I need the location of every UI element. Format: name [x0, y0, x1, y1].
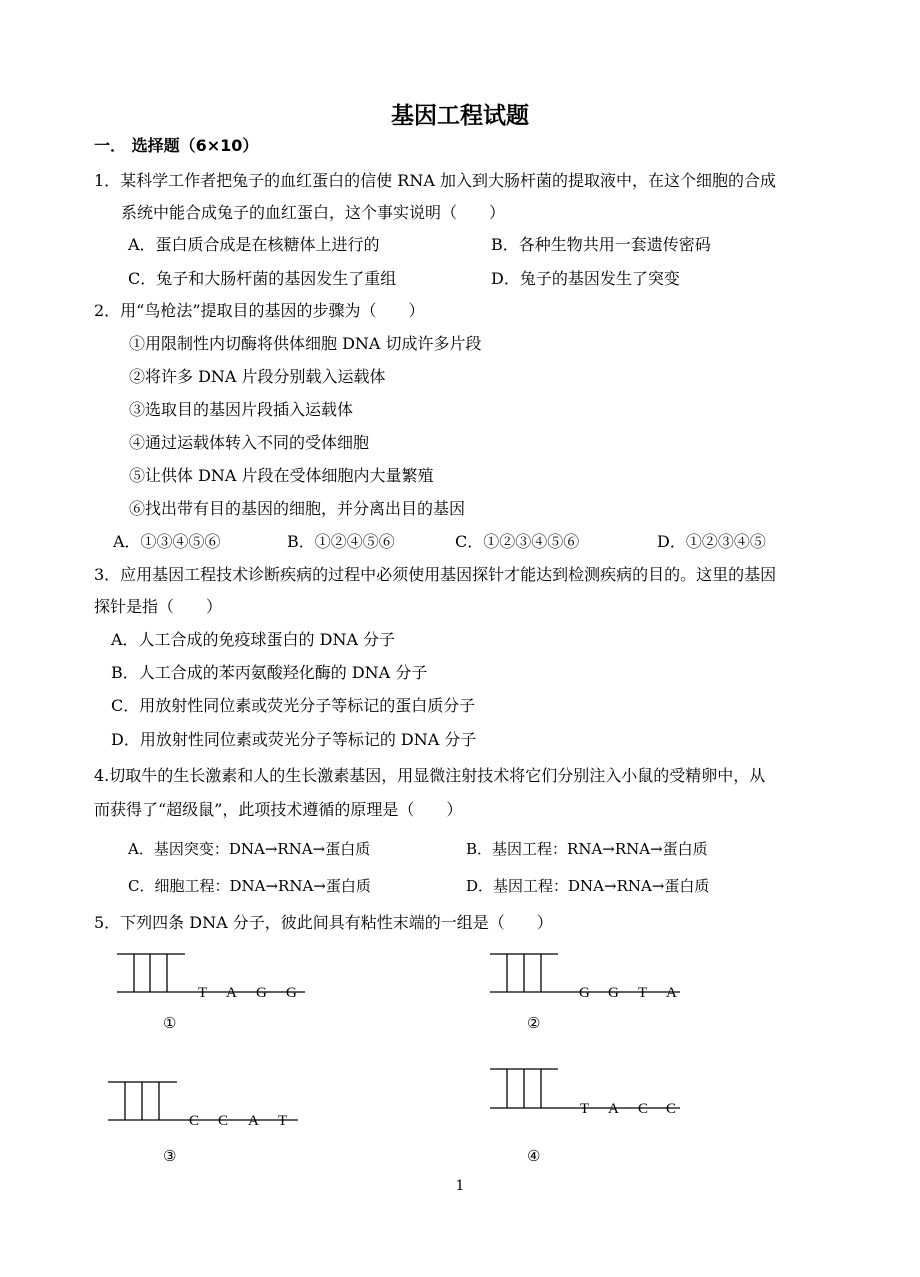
page-number: 1 — [455, 1178, 465, 1194]
base: A — [248, 1113, 259, 1129]
question-1-option-d: D．兔子的基因发生了突变 — [491, 269, 680, 288]
base: A — [226, 985, 237, 1001]
question-3-text-cont: 探针是指（ ） — [94, 597, 223, 616]
question-2-step: ⑤让供体 DNA 片段在受体细胞内大量繁殖 — [129, 466, 434, 485]
base: G — [579, 985, 590, 1001]
question-4-text-cont: 而获得了“超级鼠”，此项技术遵循的原理是（ ） — [94, 800, 463, 819]
diagram-label-4: ④ — [527, 1149, 541, 1165]
question-4-option-a: A．基因突变：DNA→RNA→蛋白质 — [128, 840, 371, 858]
question-2-option-d: D．①②③④⑤ — [657, 532, 766, 551]
question-4-option-b: B．基因工程：RNA→RNA→蛋白质 — [466, 840, 708, 858]
question-3-option-c: C．用放射性同位素或荧光分子等标记的蛋白质分子 — [111, 696, 476, 715]
question-2-step: ②将许多 DNA 片段分别载入运载体 — [129, 367, 386, 386]
base: G — [256, 985, 267, 1001]
diagram-label-2: ② — [527, 1016, 541, 1032]
dna-fragment-1 — [117, 954, 305, 992]
question-4-option-c: C．细胞工程：DNA→RNA→蛋白质 — [128, 877, 371, 895]
base: T — [580, 1101, 590, 1117]
base: C — [218, 1113, 229, 1129]
question-4-option-d: D．基因工程：DNA→RNA→蛋白质 — [466, 877, 710, 895]
question-4-text: 4.切取牛的生长激素和人的生长激素基因，用显微注射技术将它们分别注入小鼠的受精卵中，从 — [94, 766, 766, 785]
base: C — [189, 1113, 200, 1129]
question-2-step: ③选取目的基因片段插入运载体 — [129, 400, 354, 419]
question-2-step: ④通过运载体转入不同的受体细胞 — [129, 433, 370, 452]
question-1-option-c: C．兔子和大肠杆菌的基因发生了重组 — [128, 269, 397, 288]
question-3-text: 3．应用基因工程技术诊断疾病的过程中必须使用基因探针才能达到检测疾病的目的。这里的基因 — [94, 565, 777, 584]
base: T — [278, 1113, 288, 1129]
page-title: 基因工程试题 — [391, 103, 529, 129]
question-2-step: ⑥找出带有目的基因的细胞，并分离出目的基因 — [129, 499, 466, 518]
question-1-text: 1．某科学工作者把兔子的血红蛋白的信使 RNA 加入到大肠杆菌的提取液中，在这个细胞的合成 — [94, 171, 776, 190]
diagram-label-1: ① — [163, 1016, 177, 1032]
question-2-option-c: C．①②③④⑤⑥ — [455, 532, 580, 551]
question-5-text: 5．下列四条 DNA 分子，彼此间具有粘性末端的一组是（ ） — [94, 913, 553, 932]
question-2-option-a: A．①③④⑤⑥ — [113, 532, 221, 551]
base: C — [638, 1101, 649, 1117]
section-heading: 一． 选择题（6×10） — [94, 136, 259, 155]
question-3-option-b: B．人工合成的苯丙氨酸羟化酶的 DNA 分子 — [111, 663, 428, 682]
base: G — [286, 985, 297, 1001]
diagram-label-3: ③ — [163, 1149, 177, 1165]
base: A — [608, 1101, 619, 1117]
base: C — [666, 1101, 677, 1117]
base: A — [666, 985, 677, 1001]
question-2-text: 2．用“鸟枪法”提取目的基因的步骤为（ ） — [94, 301, 425, 320]
question-1-text-cont: 系统中能合成兔子的血红蛋白，这个事实说明（ ） — [121, 203, 506, 222]
base: G — [608, 985, 619, 1001]
base: T — [638, 985, 648, 1001]
dna-fragment-3 — [108, 1082, 298, 1120]
question-1-option-b: B．各种生物共用一套遗传密码 — [491, 235, 711, 254]
question-3-option-a: A．人工合成的免疫球蛋白的 DNA 分子 — [111, 630, 396, 649]
question-1-option-a: A．蛋白质合成是在核糖体上进行的 — [128, 235, 380, 254]
question-3-option-d: D．用放射性同位素或荧光分子等标记的 DNA 分子 — [111, 730, 477, 749]
base: T — [198, 985, 208, 1001]
question-2-option-b: B．①②④⑤⑥ — [287, 532, 395, 551]
question-2-step: ①用限制性内切酶将供体细胞 DNA 切成许多片段 — [129, 334, 482, 353]
